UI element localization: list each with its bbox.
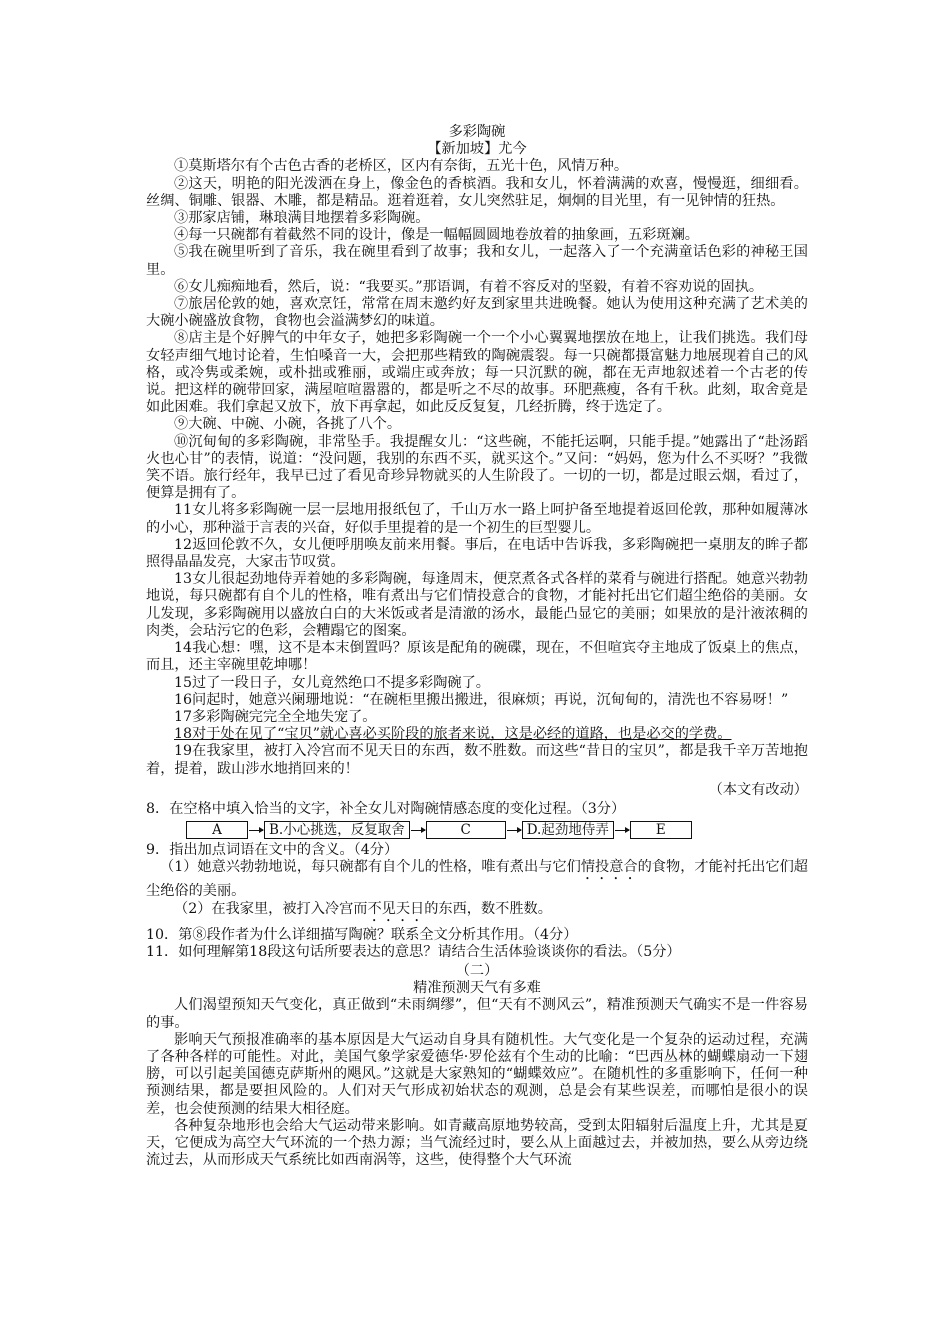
arrow-icon — [411, 830, 425, 831]
paragraph: ②这天，明艳的阳光泼洒在身上，像金色的香槟酒。我和女儿，怀着满满的欢喜，慢慢逛，细细看。丝绸、铜雕、银器、木雕，都是精品。逛着逛着，女儿突然驻足，炯炯的目光里，有一见钟情的狂热。 — [146, 175, 808, 209]
flow-box-d: D.起劲地侍弄 — [522, 821, 614, 839]
article-author: 【新加坡】尤今 — [427, 141, 527, 158]
question-9-part-1 — [146, 859, 808, 900]
flow-box-c: C — [426, 821, 506, 839]
q9-2-text: 的东西，数不胜数。 — [424, 900, 552, 917]
question-9: 9．指出加点词语在文中的含义。（4分） — [146, 842, 399, 859]
paragraph: 人们渴望预知天气变化，真正做到“未雨绸缪”，但“天有不测风云”，精准预测天气确实不是一件容易的事。 — [146, 997, 808, 1031]
flow-box-b: B.小心挑选，反复取舍 — [264, 821, 410, 839]
paragraph: ⑩沉甸甸的多彩陶碗，非常坠手。我提醒女儿：“这些碗，不能托运啊，只能手提。”她露出了“赴汤蹈火也心甘”的表情，说道：“没问题，我别的东西不买，就买这个。”又问：“妈妈，您为什么不买呀？”我微笑不语。旅行经年，我早已过了看见奇珍异物就买的人生阶段了。一切的一切，都是过眼云烟，看过了，便算是拥有了。 — [146, 433, 808, 502]
paragraph: 影响天气预报准确率的基本原因是大气运动自身具有随机性。大气变化是一个复杂的运动过程，充满了各种各样的可能性。对此，美国气象学家爱德华·罗伦兹有个生动的比喻：“巴西丛林的蝴蝶扇动一下翅膀，可以引起美国德克萨斯州的飓风。”这就是大家熟知的“蝴蝶效应”。在随机性的多重影响下，任何一种预测结果，都是要担风险的。人们对天气形成初始状态的观测，总是会有某些误差，而哪怕是很小的误差，也会使预测的结果大相径庭。 — [146, 1031, 808, 1117]
q9-1-text: （1）她意兴勃勃地说，每只碗都有自个儿的性格，唯有煮出与它们 — [160, 859, 581, 876]
paragraph: ⑧店主是个好脾气的中年女子，她把多彩陶碗一个一个小心翼翼地摆放在地上，让我们挑选。我们母女轻声细气地讨论着，生怕嗓音一大，会把那些精致的陶碗震裂。每一只碗都摄富魅力地展现着自己的风格，或冷隽或柔婉，或朴拙或雅丽，或端庄或奔放；每一只沉默的碗，都在无声地叙述着一个古老的传说。把这样的碗带回家，满屋喧喧嚣嚣的，都是听之不尽的故事。环肥燕瘦，各有千秋。此刻，取舍竟是如此困难。我们拿起又放下，放下再拿起，如此反反复复，几经折腾，终于选定了。 — [146, 330, 808, 416]
paragraph: ⑦旅居伦敦的她，喜欢烹饪，常常在周末邀约好友到家里共进晚餐。她认为使用这种充满了艺术美的大碗小碗盛放食物，食物也会溢满梦幻的味道。 — [146, 296, 808, 330]
question-9-part-2 — [146, 901, 808, 925]
q9-1-text: 的食物，才能衬托出它们超尘绝俗的美丽。 — [146, 859, 808, 900]
dotted-words: 情投意合 — [580, 859, 638, 876]
paragraph: 11女儿将多彩陶碗一层一层地用报纸包了，千山万水一路上呵护备至地提着返回伦敦，那种如履薄冰的小心，那种溢于言表的兴奋，好似手里提着的是一个初生的巨型婴儿。 — [146, 502, 808, 536]
paragraph: 19在我家里，被打入冷宫而不见天日的东西，数不胜数。而这些“昔日的宝贝”，都是我千辛万苦地抱着，提着，跋山涉水地捎回来的！ — [146, 743, 808, 777]
question-11: 11．如何理解第18段这句话所要表达的意思？请结合生活体验谈谈你的看法。（5分） — [146, 943, 681, 960]
edit-note: （本文有改动） — [708, 781, 808, 798]
arrow-icon — [507, 830, 521, 831]
paragraph: ③那家店铺，琳琅满目地摆着多彩陶碗。 — [174, 210, 430, 227]
paragraph: ⑨大碗、中碗、小碗，各挑了八个。 — [174, 416, 402, 433]
paragraph: 15过了一段日子，女儿竟然绝口不提多彩陶碗了。 — [174, 674, 490, 691]
arrow-icon — [249, 830, 263, 831]
paragraph: 16问起时，她意兴阑珊地说：“在碗柜里搬出搬进，很麻烦；再说，沉甸甸的，清洗也不容易呀！” — [174, 691, 789, 708]
document-content — [146, 124, 808, 1169]
flow-box-e: E — [630, 821, 692, 839]
paragraph: ①莫斯塔尔有个古色古香的老桥区，区内有奈街，五光十色，风情万种。 — [174, 158, 629, 175]
section-number: （二） — [455, 962, 499, 979]
paragraph: 12返回伦敦不久，女儿便呼朋唤友前来用餐。事后，在电话中告诉我，多彩陶碗把一桌朋友的眸子都照得晶晶发亮，大家击节叹赏。 — [146, 536, 808, 571]
paragraph: 各种复杂地形也会给大气运动带来影响。如青藏高原地势较高，受到太阳辐射后温度上升，尤其是夏天，它便成为高空大气环流的一个热力源；当气流经过时，要么从上面越过去，并被加热，要么从旁边绕流过去，从而形成天气系统比如西南涡等，这些，使得整个大气环流 — [146, 1117, 808, 1169]
underlined-paragraph: 18对于处在见了“宝贝”就心喜必买阶段的旅者来说，这是必经的道路，也是必交的学费。 — [174, 726, 732, 743]
q9-2-text: （2）在我家里，被打入冷宫而 — [174, 900, 368, 917]
question-8: 8．在空格中填入恰当的文字，补全女儿对陶碗情感态度的变化过程。（3分） — [146, 800, 626, 817]
flow-box-a: A — [186, 821, 248, 839]
paragraph: 17多彩陶碗完完全全地失宠了。 — [174, 708, 377, 725]
arrow-icon — [615, 830, 629, 831]
paragraph: 13女儿很起劲地侍弄着她的多彩陶碗，每逢周末，便烹煮各式各样的菜肴与碗进行搭配。她意兴勃勃地说，每只碗都有自个儿的性格，唯有煮出与它们情投意合的食物，才能衬托出它们超尘绝俗的美丽。女儿发现，多彩陶碗用以盛放白白的大米饭或者是清澈的汤水，最能凸显它的美丽；如果放的是汁液浓稠的肉类，会玷污它的色彩，会糟蹋它的图案。 — [146, 571, 808, 639]
article-title: 精准预测天气有多难 — [413, 980, 541, 997]
dotted-words: 不见天日 — [367, 900, 425, 917]
paragraph: ⑤我在碗里听到了音乐，我在碗里看到了故事；我和女儿，一起落入了一个充满童话色彩的神秘王国里。 — [146, 244, 808, 278]
paragraph: 14我心想：嘿，这不是本末倒置吗？原该是配角的碗碟，现在，不但喧宾夺主地成了饭桌上的焦点，而且，还主宰碗里乾坤哪！ — [146, 640, 808, 674]
question-10: 10．第⑧段作者为什么详细描写陶碗？联系全文分析其作用。（4分） — [146, 926, 578, 943]
paragraph: ④每一只碗都有着截然不同的设计，像是一幅幅圆圆地卷放着的抽象画，五彩斑斓。 — [174, 227, 699, 244]
attitude-flow-diagram — [186, 820, 808, 840]
article-title: 多彩陶碗 — [448, 124, 506, 140]
paragraph: ⑥女儿痴痴地看，然后，说：“我要买。”那语调，有着不容反对的坚毅，有着不容劝说的固执。 — [174, 278, 764, 295]
